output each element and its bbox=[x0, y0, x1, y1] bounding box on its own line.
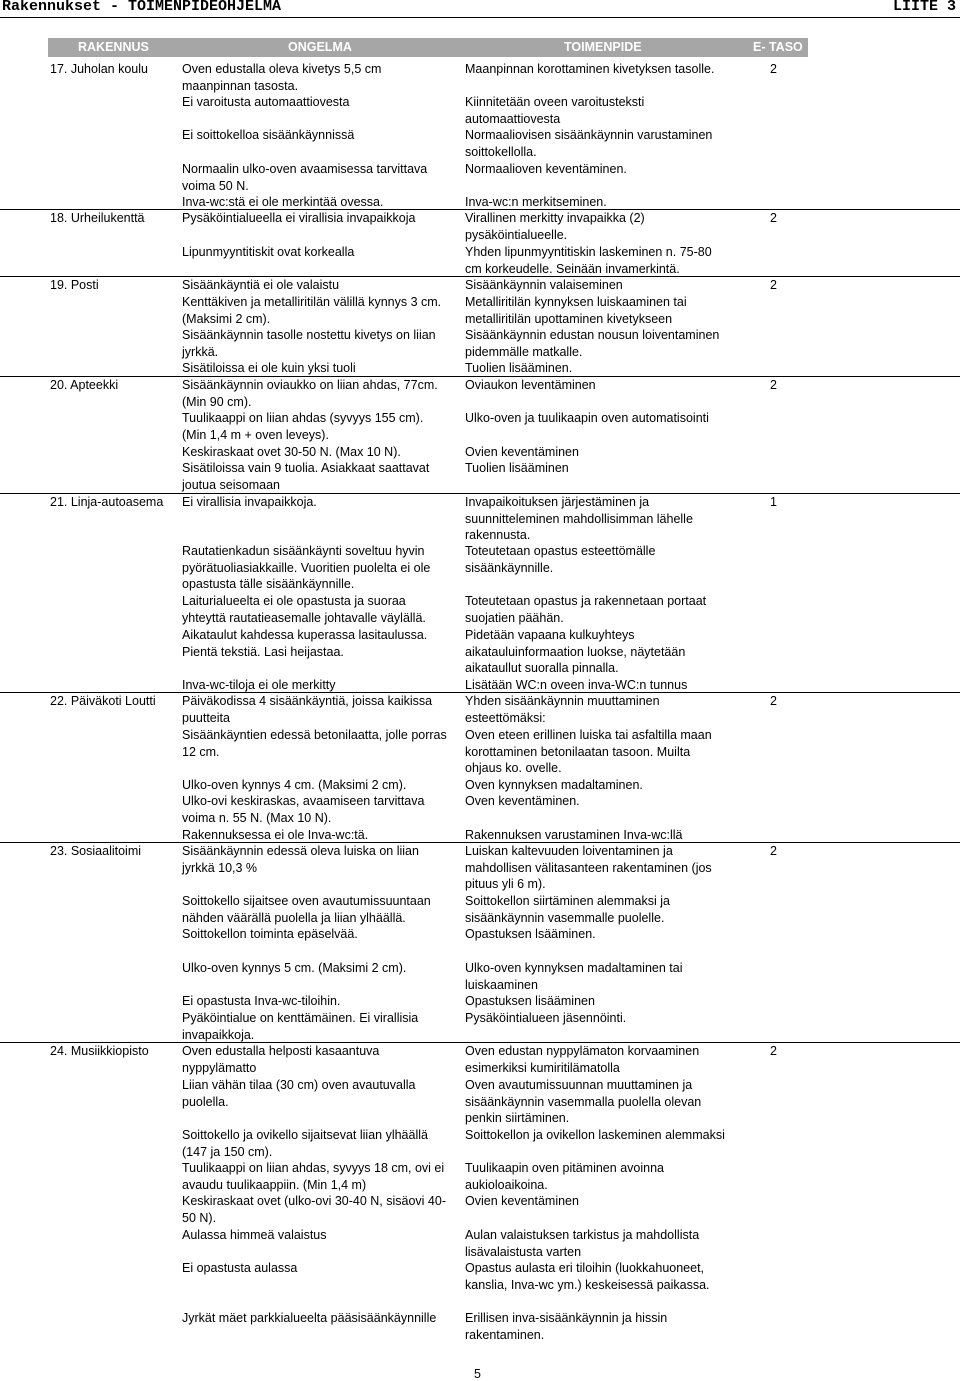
action-cell: Tuulikaapin oven pitäminen avoinna aukioloaikoina. bbox=[465, 1161, 664, 1192]
action-cell: Toteutetaan opastus esteettömälle sisäänkäynnille. bbox=[465, 544, 656, 575]
action-cell: Toteutetaan opastus ja rakennetaan portaat suojatien päähän. bbox=[465, 594, 707, 625]
level-cell: 2 bbox=[770, 844, 777, 858]
action-cell: Ulko-oven ja tuulikaapin oven automatisointi bbox=[465, 411, 709, 425]
action-cell: Tuolien lisääminen. bbox=[465, 361, 573, 375]
problem-cell: Aikataulut kahdessa kuperassa lasitaulussa. Pientä tekstiä. Lasi heijastaa. bbox=[182, 628, 428, 659]
action-cell: Oven kynnyksen madaltaminen. bbox=[465, 778, 643, 792]
action-cell: Pysäköintialueen jäsennöinti. bbox=[465, 1011, 627, 1025]
action-cell: Kiinnitetään oveen varoitusteksti automaattiovesta bbox=[465, 95, 645, 126]
action-cell: Tuolien lisääminen bbox=[465, 461, 569, 475]
action-cell: Oven edustan nyppylämaton korvaaminen esimerkiksi kumiritilämatolla bbox=[465, 1044, 700, 1075]
action-cell: Erillisen inva-sisäänkäynnin ja hissin rakentaminen. bbox=[465, 1311, 668, 1342]
table-row bbox=[0, 376, 960, 409]
table-row bbox=[0, 493, 960, 543]
building-cell: 20. Apteekki bbox=[50, 378, 119, 392]
problem-cell: Soittokello ja ovikello sijaitsevat liian ylhäällä (147 ja 150 cm). bbox=[182, 1128, 428, 1159]
problem-cell: Ei soittokelloa sisäänkäynnissä bbox=[182, 128, 355, 142]
problem-cell: Keskiraskaat ovet 30-50 N. (Max 10 N). bbox=[182, 445, 401, 459]
level-cell: 2 bbox=[770, 378, 777, 392]
problem-cell: Päiväkodissa 4 sisäänkäyntiä, joissa kaikissa puutteita bbox=[182, 694, 433, 725]
action-cell: Sisäänkäynnin valaiseminen bbox=[465, 278, 623, 292]
table-row bbox=[0, 1042, 960, 1075]
problem-cell: Soittokello sijaitsee oven avautumissuuntaan nähden väärällä puolella ja liian ylhäällä. Soittokellon toiminta epäselvää. bbox=[182, 894, 431, 942]
column-header-building: RAKENNUS bbox=[78, 40, 149, 54]
problem-cell: Ulko-ovi keskiraskas, avaamiseen tarvittava voima n. 55 N. (Max 10 N). bbox=[182, 794, 425, 825]
building-cell: 24. Musiikkiopisto bbox=[50, 1044, 149, 1058]
action-cell: Inva-wc:n merkitseminen. bbox=[465, 195, 607, 209]
problem-cell: Tuulikaappi on liian ahdas (syvyys 155 cm). (Min 1,4 m + oven leveys). bbox=[182, 411, 424, 442]
problem-cell: Liian vähän tilaa (30 cm) oven avautuvalla puolella. bbox=[182, 1078, 416, 1109]
building-cell: 19. Posti bbox=[50, 278, 99, 292]
action-cell: Pidetään vapaana kulkuyhteys aikatauluinformaation luokse, näytetään aikataullut suoralla pinnalla. bbox=[465, 628, 686, 676]
action-cell: Yhden sisäänkäynnin muuttaminen esteettömäksi: bbox=[465, 694, 660, 725]
problem-cell: Normaalin ulko-oven avaamisessa tarvittava voima 50 N. bbox=[182, 162, 428, 193]
level-cell: 2 bbox=[770, 211, 777, 225]
action-cell: Yhden lipunmyyntitiskin laskeminen n. 75-80 cm korkeudelle. Seinään invamerkintä. bbox=[465, 245, 712, 276]
problem-cell: Tuulikaappi on liian ahdas, syvyys 18 cm, ovi ei avaudu tuulikaappiin. (Min 1,4 m) bbox=[182, 1161, 445, 1192]
column-header-level: E- TASO bbox=[753, 40, 803, 54]
level-cell: 1 bbox=[770, 495, 777, 509]
problem-cell: Sisäänkäyntien edessä betonilaatta, jolle porras 12 cm. bbox=[182, 728, 447, 759]
problem-cell: Inva-wc:stä ei ole merkintää ovessa. bbox=[182, 195, 384, 209]
level-cell: 2 bbox=[770, 1044, 777, 1058]
level-cell: 2 bbox=[770, 694, 777, 708]
action-cell: Rakennuksen varustaminen Inva-wc:llä bbox=[465, 828, 683, 842]
problem-cell: Ulko-oven kynnys 5 cm. (Maksimi 2 cm). bbox=[182, 961, 407, 975]
problem-cell: Kenttäkiven ja metalliritilän välillä kynnys 3 cm. (Maksimi 2 cm). bbox=[182, 295, 442, 326]
problem-cell: Aulassa himmeä valaistus bbox=[182, 1228, 327, 1242]
action-cell: Soittokellon ja ovikellon laskeminen alemmaksi bbox=[465, 1128, 725, 1142]
action-cell: Ovien keventäminen bbox=[465, 1194, 579, 1208]
action-cell: Ulko-oven kynnyksen madaltaminen tai luiskaaminen bbox=[465, 961, 683, 992]
action-cell: Oviaukon leventäminen bbox=[465, 378, 596, 392]
action-cell: Invapaikoituksen järjestäminen ja suunnitteleminen mahdollisimman lähelle rakennusta. bbox=[465, 495, 693, 543]
problem-cell: Ei varoitusta automaattiovesta bbox=[182, 95, 350, 109]
action-cell: Metalliritilän kynnyksen luiskaaminen tai metalliritilän upottaminen kivetykseen bbox=[465, 295, 687, 326]
level-cell: 2 bbox=[770, 62, 777, 76]
action-cell: Sisäänkäynnin edustan nousun loiventaminen pidemmälle matkalle. bbox=[465, 328, 720, 359]
level-cell: 2 bbox=[770, 278, 777, 292]
action-cell: Lisätään WC:n oveen inva-WC:n tunnus bbox=[465, 678, 688, 692]
building-cell: 23. Sosiaalitoimi bbox=[50, 844, 142, 858]
problem-cell: Lipunmyyntitiskit ovat korkealla bbox=[182, 245, 355, 259]
table-row bbox=[0, 209, 960, 242]
problem-cell: Sisäänkäynnin tasolle nostettu kivetys on liian jyrkkä. bbox=[182, 328, 436, 359]
column-header-action: TOIMENPIDE bbox=[564, 40, 642, 54]
problem-cell: Sisäänkäynnin edessä oleva luiska on liian jyrkkä 10,3 % bbox=[182, 844, 419, 875]
problem-cell: Sisäänkäyntiä ei ole valaistu bbox=[182, 278, 340, 292]
action-cell: Opastuksen lisääminen bbox=[465, 994, 595, 1008]
problem-cell: Oven edustalla oleva kivetys 5,5 cm maanpinnan tasosta. bbox=[182, 62, 382, 93]
problem-cell: Rautatienkadun sisäänkäynti soveltuu hyvin pyörätuoliasiakkaille. Vuoritien puolelta ei ole opastusta tälle sisäänkäynnille. bbox=[182, 544, 431, 592]
attachment-label: LIITE 3 bbox=[892, 0, 956, 15]
action-cell: Virallinen merkitty invapaikka (2) pysäköintialueelle. bbox=[465, 211, 645, 242]
problem-cell: Jyrkät mäet parkkialueelta pääsisäänkäynnille bbox=[182, 1311, 437, 1325]
building-cell: 17. Juholan koulu bbox=[50, 62, 148, 76]
action-cell: Oven avautumissuunnan muuttaminen ja sisäänkäynnin vasemmalla puolella olevan penkin siirtäminen. bbox=[465, 1078, 702, 1126]
action-cell: Oven eteen erillinen luiska tai asfaltilla maan korottaminen betonilaatan tasoon. Muilta ohjaus ko. ovelle. bbox=[465, 728, 712, 776]
page-number: 5 bbox=[474, 1367, 481, 1381]
problem-cell: Ei virallisia invapaikkoja. bbox=[182, 495, 317, 509]
problem-cell: Oven edustalla helposti kasaantuva nyppylämatto bbox=[182, 1044, 380, 1075]
document-title: Rakennukset - TOIMENPIDEOHJELMA bbox=[2, 0, 282, 15]
problem-cell: Keskiraskaat ovet (ulko-ovi 30-40 N, sisäovi 40- 50 N). bbox=[182, 1194, 447, 1225]
problem-cell: Laiturialueelta ei ole opastusta ja suoraa yhteyttä rautatieasemalle johtavalle väylällä. bbox=[182, 594, 426, 625]
problem-cell: Rakennuksessa ei ole Inva-wc:tä. bbox=[182, 828, 369, 842]
action-cell: Normaaliovisen sisäänkäynnin varustaminen soittokellolla. bbox=[465, 128, 713, 159]
action-cell: Normaalioven keventäminen. bbox=[465, 162, 627, 176]
table-row bbox=[0, 842, 960, 892]
action-cell: Aulan valaistuksen tarkistus ja mahdollista lisävalaistusta varten bbox=[465, 1228, 700, 1259]
building-cell: 22. Päiväkoti Loutti bbox=[50, 694, 156, 708]
action-cell: Luiskan kaltevuuden loiventaminen ja mahdollisen välitasanteen rakentaminen (jos pituus yli 6 m). bbox=[465, 844, 712, 892]
problem-cell: Ei opastusta aulassa bbox=[182, 1261, 298, 1275]
problem-cell: Pyäköintialue on kenttämäinen. Ei virallisia invapaikkoja. bbox=[182, 1011, 419, 1042]
table-row bbox=[0, 692, 960, 725]
building-cell: 21. Linja-autoasema bbox=[50, 495, 164, 509]
problem-cell: Sisäänkäynnin oviaukko on liian ahdas, 77cm. (Min 90 cm). bbox=[182, 378, 438, 409]
problem-cell: Ulko-oven kynnys 4 cm. (Maksimi 2 cm). bbox=[182, 778, 407, 792]
problem-cell: Ei opastusta Inva-wc-tiloihin. bbox=[182, 994, 341, 1008]
table-row bbox=[0, 276, 960, 292]
column-header-problem: ONGELMA bbox=[288, 40, 352, 54]
problem-cell: Sisätiloissa vain 9 tuolia. Asiakkaat saattavat joutua seisomaan bbox=[182, 461, 430, 492]
building-cell: 18. Urheilukenttä bbox=[50, 211, 145, 225]
problem-cell: Pysäköintialueella ei virallisia invapaikkoja bbox=[182, 211, 416, 225]
problem-cell: Sisätiloissa ei ole kuin yksi tuoli bbox=[182, 361, 356, 375]
action-cell: Opastus aulasta eri tiloihin (luokkahuoneet, kanslia, Inva-wc ym.) keskeisessä paikassa. bbox=[465, 1261, 710, 1292]
problem-cell: Inva-wc-tiloja ei ole merkitty bbox=[182, 678, 336, 692]
action-cell: Soittokellon siirtäminen alemmaksi ja sisäänkäynnin vasemmalle puolelle. Opastuksen lsääminen. bbox=[465, 894, 670, 942]
action-cell: Oven keventäminen. bbox=[465, 794, 580, 808]
action-cell: Ovien keventäminen bbox=[465, 445, 579, 459]
action-cell: Maanpinnan korottaminen kivetyksen tasolle. bbox=[465, 62, 715, 76]
